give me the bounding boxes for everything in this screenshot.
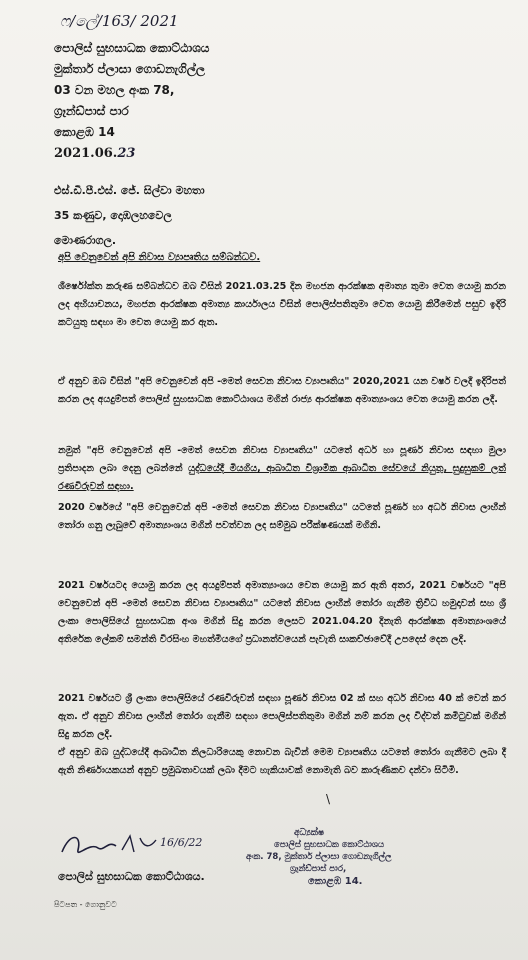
letter-date [54,143,209,164]
sender-line-2: මුක්තාර් ප්ලාසා ගොඩනැගිල්ල [54,62,206,76]
sender-line-1: පොලිස් සුභසාධක කොට්ඨාශය [54,41,210,55]
recipient-line-1: එස්.ඩී.පී.එස්. ජේ. සිල්වා මහතා [54,184,205,197]
stamp-line-2: පොලිස් සුභසාධක කොට්ඨාශය [274,840,385,850]
paragraph-1: ශීර්ෂෝක්ත කරුණ සම්බන්ධව ඔබ විසින් 2021.03.25 දින මහජන ආරක්ෂක අමාත්‍ය තුමා වෙත යොමු කරන ලද අභියාචනය, මහජන ආරක්ෂක අමාත්‍ය කාර්යාලය විසින් පොලිස්පතිතුමා වෙත යොමු කිරීමෙන් පසුව ඉදිරි කටයුතු සඳහා මා වෙත යොමු කර ඇත. [58,281,506,328]
sender-line-5: කොළඹ 14 [54,125,115,139]
paragraph-5: 2021 වර්ෂයටද යොමු කරන ලද අයදුම්පත් අමාත්‍යාංශය වෙත යොමු කර ඇති අතර, 2021 වර්ෂයට "අපි වෙනුවෙන් අපි -මෙත් සෙවන නිවාස ව්‍යාපෘතිය" යටතේ නිවාස ලාභීන් තෝරා ගැනීම ත්‍රිවිධ හමුදාවන් සහ ශ්‍රී ලංකා පොලිසියේ සුභසාධක අංශ මගින් සිදු කරන ලෙසට 2021.04.20 දිනැති ආරක්ෂක අමාත්‍යාංශයේ අතිරේක ලේකම් සමන්ති වීරසිංහ මහත්මියගේ ප්‍රධානත්වයෙන් පැවැති සාකච්ඡාවේදී උපදෙස් දෙන ලදි. [58,580,506,645]
subject-line: අපි වෙනුවෙන් අපි නිවාස ව්‍යාපෘතිය සම්බන්ධව. [58,252,261,263]
sender-line-3: 03 වන මහල අංක 78, [54,83,175,97]
paragraph-6: 2021 වර්ෂයට ශ්‍රී ලංකා පොලිසියේ රණවිරුවන් සඳහා පූර්ණ නිවාස 02 ක් සහ අර්ධ නිවාස 40 ක් වෙන් කර ඇත. ඒ අනුව නිවාස ලාභීන් තෝරා ගැනීම සඳහා පොලිස්පතිතුමා මගින් නම් කරන ලද විද්වත් කමිටුවක් මගින් සිදු කරන ලදි. [58,693,506,740]
paragraph-4: 2020 වර්ෂයේ "අපි වෙනුවෙන් අපි -මෙත් සෙවන නිවාස ව්‍යාපෘතිය" යටතේ පූර්ණ හා අර්ධ නිවාස ලාභීන් තෝරා ගනු ලැබුවේ අමාත්‍යාංශය මගින් පවත්වන ලද සම්මුඛ පරීක්ෂණයක් මගිනි. [58,502,506,531]
recipient-line-3: මොණරාගල. [54,234,117,247]
sender-address [54,38,209,164]
paragraph-7: ඒ අනුව ඔබ යුද්ධයේදී ආබාධිත නිලධාරියෙකු නොවන බැවින් මෙම ව්‍යාපෘතිය යටතේ තෝරා ගැනීමට ලබා දී ඇති නිර්ණායකයන් අනුව ප්‍රමුඛතාවයක් ලබා දීමට හැකියාවක් නොමැති බව කාරුණිකව දන්වා සිටිමි. [58,747,506,776]
recipient-address [54,178,205,253]
official-stamp [246,828,422,892]
handwritten-signature [60,822,220,866]
tick-mark: \ [326,792,331,806]
signature-title: පොලිස් සුභසාධක කොට්ඨාශය. [58,870,205,883]
paragraph-3 [58,442,506,496]
date-day: 23 [117,146,136,161]
sender-line-4: ග්‍රෑන්ඩ්පාස් පාර [54,104,129,118]
stamp-line-4: ග්‍රෑන්ඩ්පාස් පාර, [290,864,347,874]
paragraph-2: ඒ අනුව ඔබ විසින් "අපි වෙනුවෙන් අපි -මෙත් සෙවන නිවාස ව්‍යාපෘතිය" 2020,2021 යන වර්ෂ වලදී ඉදිරිපත් කරන ලද අයදුම්පත් පොලිස් සුභසාධක කොට්ඨාශය මගින් රාජ්‍ය ආරක්ෂක අමාත්‍යාංශය වෙත යොමු කරන ලදී. [58,376,506,405]
stamp-line-1: අධ්‍යක්ෂ [294,828,325,838]
stamp-line-5: කොළඹ 14. [308,876,363,887]
date-prefix: 2021.06. [54,146,118,161]
paragraph-3-underlined: යුද්ධයේදී මියගිය, ආබාධිත විශ්‍රාමික ආබාධිත සේවයේ නියුතු, සුදුසුකම් ලත් රණවිරුවන් සඳහා. [58,463,507,492]
svg-text:16/6/22: 16/6/22 [160,836,203,849]
paragraph-3-text: නමුත් "අපි වෙනුවෙන් අපි -මෙත් සෙවන නිවාස ව්‍යාපෘතිය" යටතේ අර්ධ හා පූර්ණ නිවාස සඳහා මුලා ප්‍රතිපාදන ලබා දෙනු ලබන්නේ [58,445,506,474]
copy-to-note: පිටපත - ගොනුවට [54,900,117,909]
recipient-line-2: 35 කණුව, දොඹලහවෙල [54,209,172,222]
reference-number: ෆ/ලේ/163/ 2021 [60,12,179,30]
stamp-line-3: අංක. 78, මුක්තාර් ප්ලාසා ගොඩනැගිල්ල [246,852,392,862]
